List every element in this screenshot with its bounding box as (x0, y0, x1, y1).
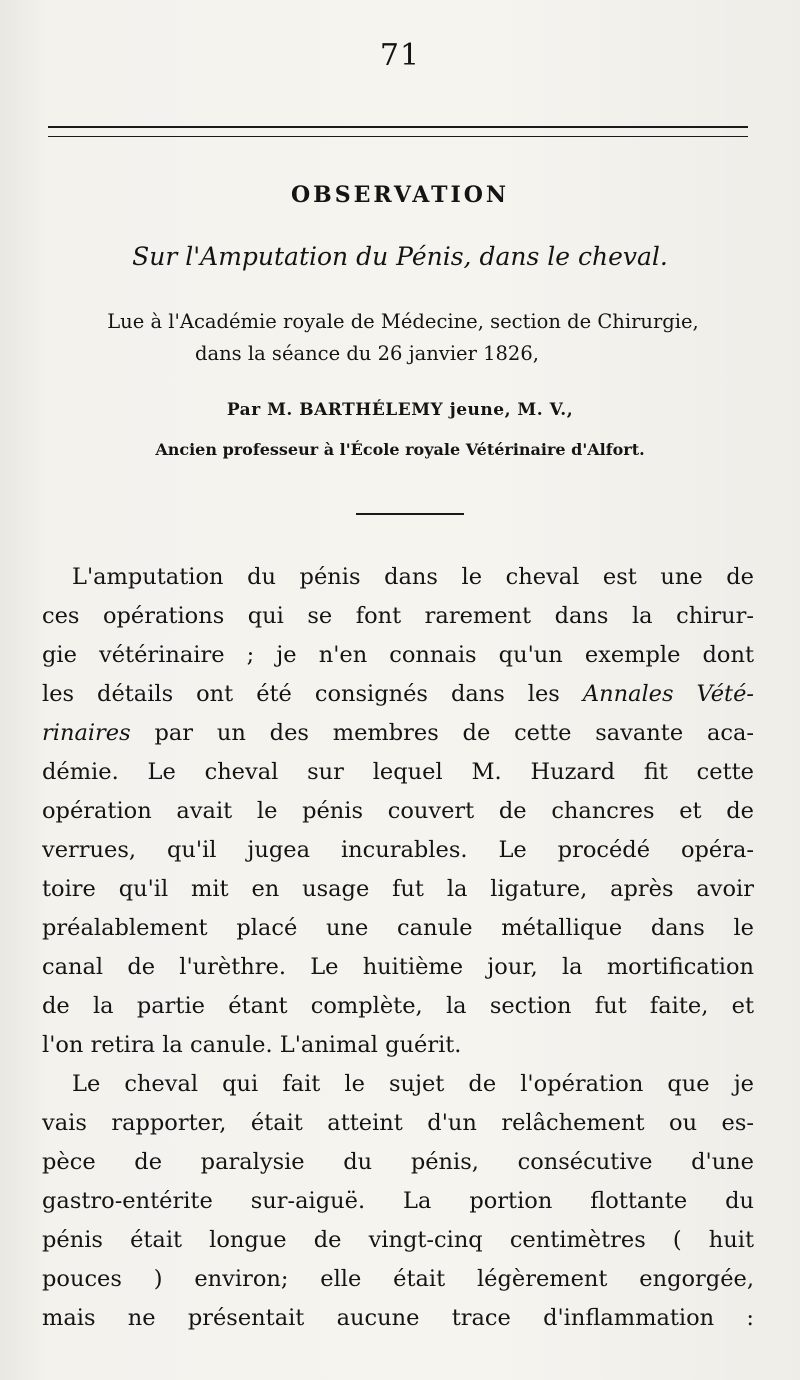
body-line: L'amputation du pénis dans le cheval est une de (72, 564, 754, 590)
author-byline: Par M. BARTHÉLEMY jeune, M. V., (226, 400, 574, 420)
body-line: ces opérations qui se font rarement dans la chirur- (42, 603, 754, 629)
body-line: pèce de paralysie du pénis, consécutive d'une (42, 1149, 754, 1175)
section-divider (356, 513, 464, 515)
section-subtitle: Sur l'Amputation du Pénis, dans le cheval. (132, 242, 668, 271)
body-line (42, 714, 754, 753)
presentation-note-line-1: Lue à l'Académie royale de Médecine, section de Chirurgie, (107, 310, 699, 333)
body-line: canal de l'urèthre. Le huitième jour, la mortification (42, 954, 754, 980)
italic-journal-title-end: rinaires (42, 720, 131, 746)
body-line-text: par un des membres de cette savante aca- (154, 720, 754, 746)
header-double-rule (48, 126, 748, 137)
body-line: mais ne présentait aucune trace d'inflammation : (42, 1305, 754, 1331)
body-line-text: les détails ont été consignés dans les (42, 681, 560, 707)
body-line: pénis était longue de vingt-cinq centimètres ( huit (42, 1227, 754, 1253)
body-line: vais rapporter, était atteint d'un relâchement ou es- (42, 1110, 754, 1136)
section-heading: OBSERVATION (290, 182, 510, 208)
body-line: verrues, qu'il jugea incurables. Le procédé opéra- (42, 837, 754, 863)
page-number: 71 (379, 38, 421, 73)
body-line (42, 675, 754, 714)
body-line: l'on retira la canule. L'animal guérit. (42, 1032, 462, 1058)
italic-journal-title: Annales Vété- (582, 681, 754, 707)
body-line: toire qu'il mit en usage fut la ligature, après avoir (42, 876, 754, 902)
body-line: Le cheval qui fait le sujet de l'opération que je (72, 1071, 754, 1097)
body-line: préalablement placé une canule métallique dans le (42, 915, 754, 941)
body-text (42, 558, 754, 1338)
body-line: pouces ) environ; elle était légèrement engorgée, (42, 1266, 754, 1292)
body-line: démie. Le cheval sur lequel M. Huzard fit cette (42, 759, 754, 785)
body-line: gastro-entérite sur-aiguë. La portion flottante du (42, 1188, 754, 1214)
presentation-note-line-2: dans la séance du 26 janvier 1826, (195, 342, 539, 365)
author-affiliation: Ancien professeur à l'École royale Vétérinaire d'Alfort. (155, 440, 645, 459)
body-line: gie vétérinaire ; je n'en connais qu'un exemple dont (42, 642, 754, 668)
body-line: opération avait le pénis couvert de chancres et de (42, 798, 754, 824)
body-line: de la partie étant complète, la section fut faite, et (42, 993, 754, 1019)
